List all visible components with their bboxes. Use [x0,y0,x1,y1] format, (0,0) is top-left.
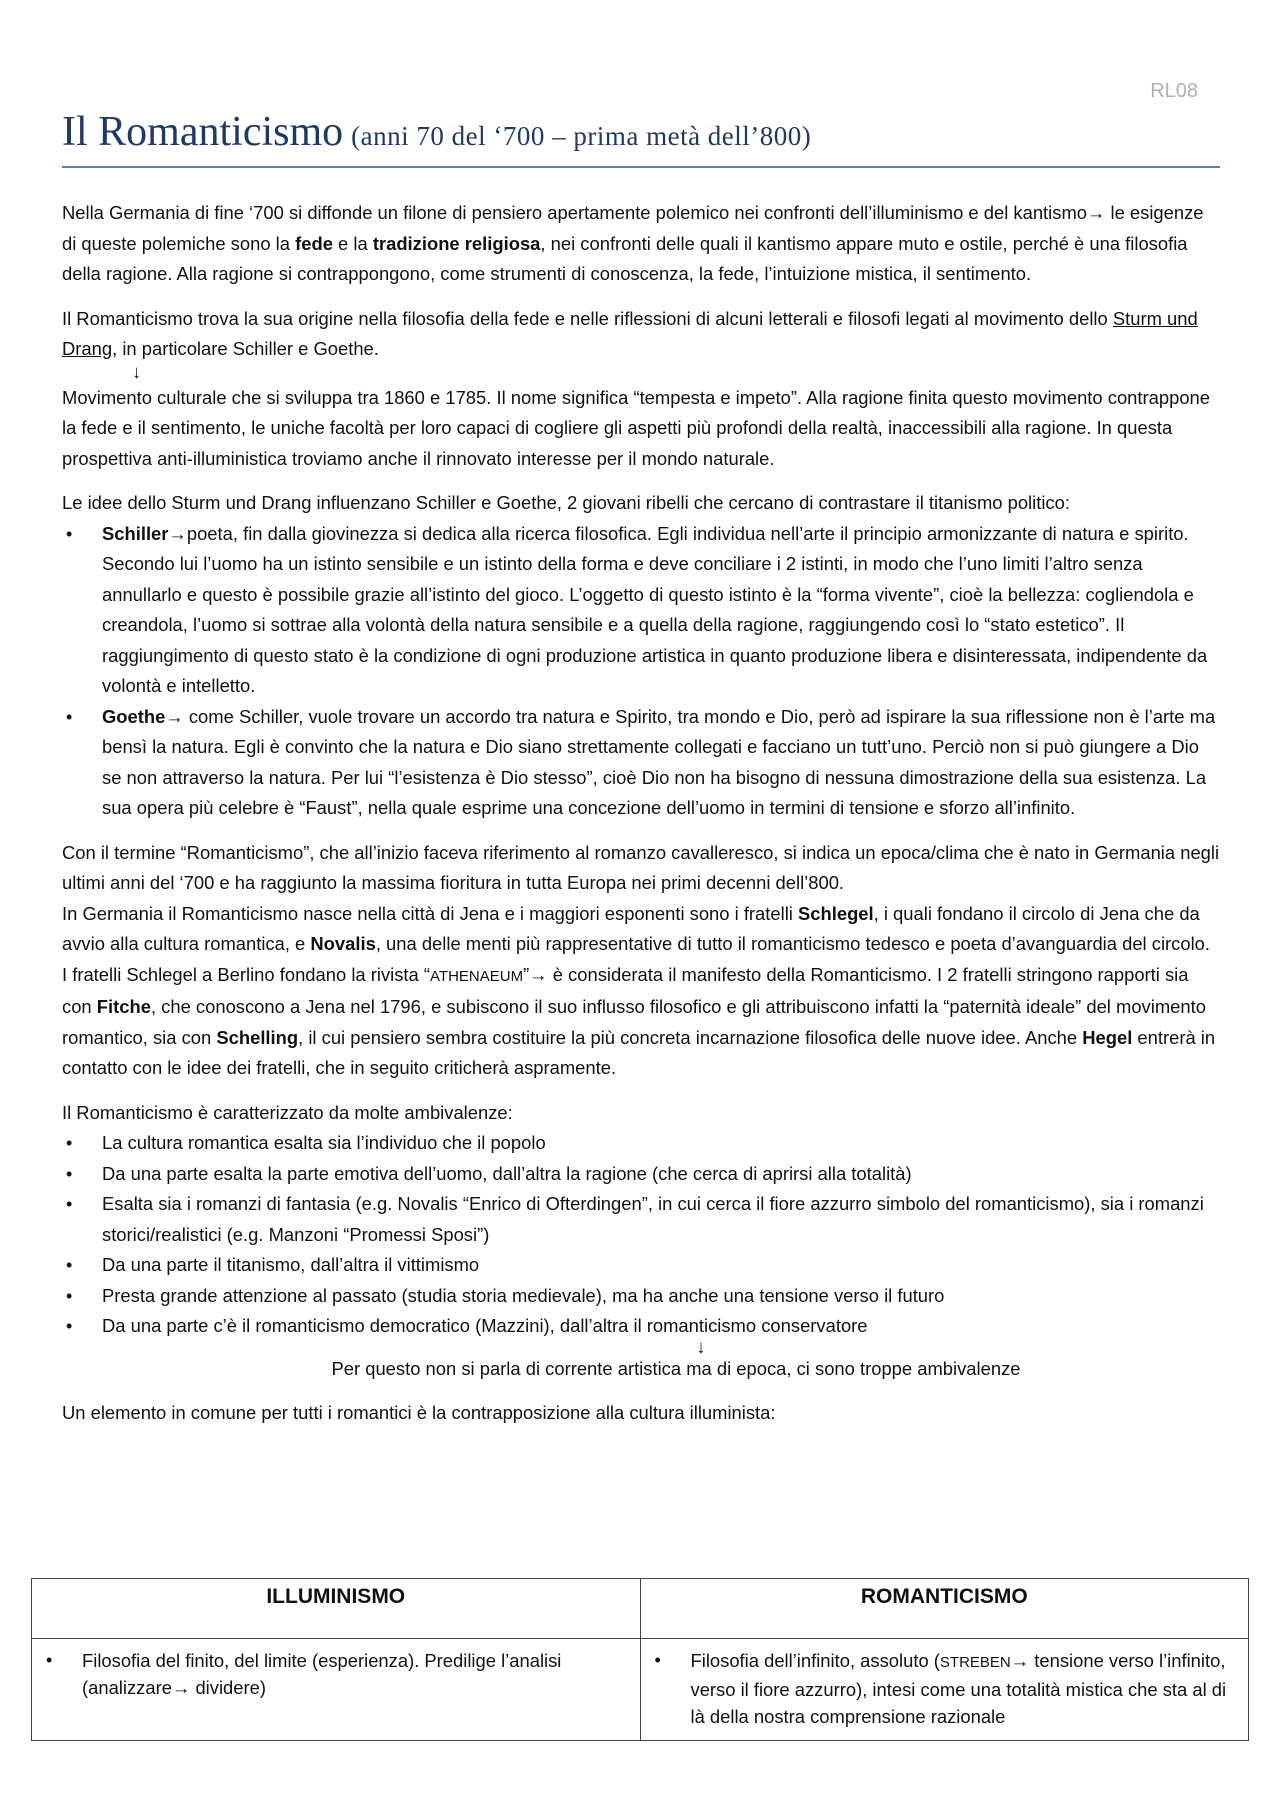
down-arrow: ↓ [132,360,142,382]
paragraph-movement: Movimento culturale che si sviluppa tra 1860 e 1785. Il nome significa “tempesta e impeto”. Alla ragione finita questo movimento contrappone la fede e il sentimento, le uniche facoltà per loro capaci di cogliere gli aspetti più profondi della realtà, inaccessibili alla ragione. In questa prospettiva anti-illuministica troviamo anche il rinnovato interesse per il mondo naturale. [62,386,1211,469]
list-item: • Da una parte c’è il romanticismo democratico (Mazzini), dall’altra il romanticismo conservatore [62,1311,1220,1342]
paragraph-conclusion: Per questo non si parla di corrente artistica ma di epoca, ci sono troppe ambivalenze [331,1357,1021,1379]
paragraph-jena: In Germania il Romanticismo nasce nella città di Jena e i maggiori esponenti sono i fratelli Schlegel, i quali fondano il circolo di Jena che da avvio alla cultura romantica, e Novalis, una delle menti più rappresentative di tutto il romanticismo tedesco e poeta d’avanguardia del circolo. I fratelli Schlegel a Berlino fondano la rivista “ATHENAEUM”→ è considerata il manifesto della Romanticismo. I 2 fratelli stringono rapporti sia con Fitche, che conoscono a Jena nel 1796, e subiscono il suo influsso filosofico e gli attribuiscono infatti la “paternità ideale” del movimento romantico, sia con Schelling, il cui pensiero sembra costituire la più concreta incarnazione filosofica delle nuove idee. Anche Hegel entrerà in contatto con le idee dei fratelli, che in seguito criticherà aspramente. [62,902,1216,1078]
title-main: Il Romanticismo [62,109,344,155]
authors-list [62,519,1220,824]
paragraph-intro: Nella Germania di fine ‘700 si diffonde un filone di pensiero apertamente polemico nei confronti dell’illuminismo e del kantismo→ le esigenze di queste polemiche sono la fede e la tradizione religiosa, nei confronti delle quali il kantismo appare muto e ostile, perché è una filosofia della ragione. Alla ragione si contrappongono, come strumenti di conoscenza, la fede, l’intuizione mistica, il sentimento. [62,202,1204,284]
title-subtitle: (anni 70 del ‘700 – prima metà dell’800) [351,121,812,151]
list-item-schiller: • Schiller→poeta, fin dalla giovinezza si dedica alla ricerca filosofica. Egli individua nell’arte il principio armonizzante di natura e spirito. Secondo lui l’uomo ha un istinto sensibile e un istinto della forma e deve conciliare i 2 istinti, in modo che l’uno limiti l’altro senza annullarlo e questo è possibile grazie all’istinto del gioco. L’oggetto di questo istinto è la “forma vivente”, cioè la bellezza: cogliendola e creandola, l’uomo si sottrae alla volontà della natura sensibile e a quella della ragione, raggiungendo così lo “stato estetico”. Il raggiungimento di questo stato è la condizione di ogni produzione artistica in quanto produzione libera e disinteressata, indipendente da volontà e intelletto. [62,519,1220,702]
table-header-romanticismo: ROMANTICISMO [640,1579,1249,1639]
sturm-und-drang-underlined: Sturm und Drang [62,307,1198,359]
ambivalence-list [62,1128,1220,1342]
paragraph-origin: Il Romanticismo trova la sua origine nella filosofia della fede e nelle riflessioni di alcuni letterali e filosofi legati al movimento dello Sturm und Drang, in particolare Schiller e Goethe. [62,307,1198,359]
paragraph-influence: Le idee dello Sturm und Drang influenzano Schiller e Goethe, 2 giovani ribelli che cercano di contrastare il titanismo politico: [62,492,1070,513]
document-body [62,198,1220,1443]
list-item: • Da una parte esalta la parte emotiva dell’uomo, dall’altra la ragione (che cerca di aprirsi alla totalità) [62,1159,1220,1190]
paragraph-term: Con il termine “Romanticismo”, che all’inizio faceva riferimento al romanzo cavalleresco, si indica un epoca/clima che è nato in Germania negli ultimi anni del ‘700 e ha raggiunto la massima fioritura in tutta Europa nei primi decenni dell’800. [62,841,1220,893]
down-arrow: ↓ [696,1335,706,1357]
document-code: RL08 [1150,80,1198,102]
comparison-table [31,1578,1249,1741]
list-item: • Esalta sia i romanzi di fantasia (e.g. Novalis “Enrico di Ofterdingen”, in cui cerca il fiore azzurro simbolo del romanticismo), sia i romanzi storici/realistici (e.g. Manzoni “Promessi Sposi”) [62,1189,1220,1250]
paragraph-ambivalence: Il Romanticismo è caratterizzato da molte ambivalenze: [62,1101,513,1123]
table-header-illuminismo: ILLUMINISMO [32,1579,641,1639]
paragraph-table-intro: Un elemento in comune per tutti i romantici è la contrapposizione alla cultura illuminista: [62,1402,776,1423]
table-row [32,1639,1249,1741]
table-cell-romanticismo: • Filosofia dell’infinito, assoluto (STREBEN→ tensione verso l’infinito, verso il fiore azzurro), intesi come una totalità mistica che sta al di là della nostra comprensione razionale [640,1639,1249,1741]
page-title [62,108,1220,168]
list-item: • Presta grande attenzione al passato (studia storia medievale), ma ha anche una tensione verso il futuro [62,1281,1220,1312]
list-item-goethe: • Goethe→ come Schiller, vuole trovare un accordo tra natura e Spirito, tra mondo e Dio, però ad ispirare la sua riflessione non è l’arte ma bensì la natura. Egli è convinto che la natura e Dio siano strettamente collegati e facciano un tutt’uno. Perciò non si può giungere a Dio se non attraverso la natura. Per lui “l’esistenza è Dio stesso”, cioè Dio non ha bisogno di nessuna dimostrazione della sua esistenza. La sua opera più celebre è “Faust”, nella quale esprime una concezione dell’uomo in termini di tensione e sforzo all’infinito. [62,702,1220,824]
list-item: • Da una parte il titanismo, dall’altra il vittimismo [62,1250,1220,1281]
table-cell-illuminismo: • Filosofia del finito, del limite (esperienza). Predilige l’analisi (analizzare→ dividere) [32,1639,641,1741]
list-item: • La cultura romantica esalta sia l’individuo che il popolo [62,1128,1220,1159]
